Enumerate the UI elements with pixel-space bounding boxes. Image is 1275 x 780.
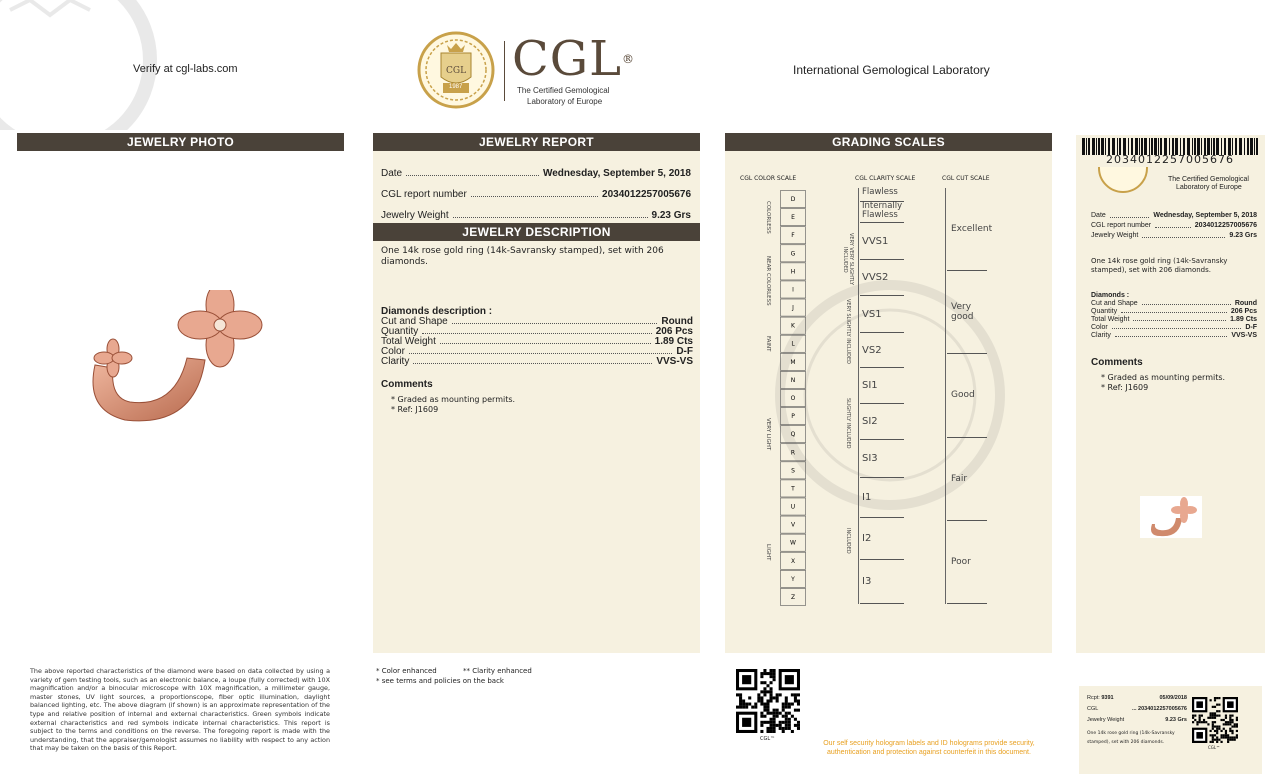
clarity-grade: SI3 xyxy=(860,440,904,478)
clarity-group-label: SLIGHTLY INCLUDED xyxy=(845,397,851,449)
color-group-label: COLORLESS xyxy=(765,200,771,234)
verify-text: Verify at cgl-labs.com xyxy=(133,63,238,75)
color-grade: L xyxy=(791,340,795,348)
clarity-grade: I2 xyxy=(860,518,904,560)
cut-grade: Fair xyxy=(947,438,987,521)
report-fields xyxy=(381,158,691,221)
qr-caption: CGL™ xyxy=(760,736,776,742)
clarity-grade: VVS2 xyxy=(860,260,904,296)
clarity-grade: SI2 xyxy=(860,404,904,440)
receipt-qr-code xyxy=(1192,697,1238,743)
color-grade: K xyxy=(791,322,795,330)
number-label: CGL report number xyxy=(381,189,467,200)
card-jewelry-photo xyxy=(1140,496,1202,538)
clarity-groups xyxy=(840,188,856,604)
cut-grade: Good xyxy=(947,354,987,437)
number-row xyxy=(381,179,691,200)
clarity-grade: I3 xyxy=(860,560,904,604)
color-grade: F xyxy=(791,232,795,240)
cut-grade: Very good xyxy=(947,271,987,354)
color-grade: M xyxy=(790,358,796,366)
color-grade: T xyxy=(791,485,795,493)
color-enhanced-note: * Color enhanced xyxy=(376,667,437,675)
diamonds-block xyxy=(381,307,693,367)
color-grade: Z xyxy=(790,593,796,601)
color-grade: J xyxy=(792,304,794,312)
cut-scale xyxy=(945,188,993,604)
photo-header: JEWELRY PHOTO xyxy=(17,133,344,151)
color-grade: S xyxy=(791,467,795,475)
card-subtitle-2: Laboratory of Europe xyxy=(1176,184,1242,191)
diamonds-title: Diamonds description : xyxy=(381,306,493,317)
color-grade: Q xyxy=(790,431,796,439)
card-description: One 14k rose gold ring (14k-Savransky stamped), set with 206 diamonds. xyxy=(1091,257,1228,274)
weight-label: Jewelry Weight xyxy=(381,210,449,221)
color-grade: P xyxy=(791,413,795,421)
color-grade: Y xyxy=(791,575,795,583)
color-group-label: VERY LIGHT xyxy=(765,418,771,451)
clarity-group-label: VERY SLIGHTLY INCLUDED xyxy=(845,299,851,365)
receipt-qr-caption: CGL™ xyxy=(1208,745,1221,750)
brand-name: CGL® xyxy=(512,31,635,87)
card-diamonds: Diamonds : Cut and Shape Round Quantity 206 Pcs Total Weight 1.89 Cts Color D-F Clarity VVS-VS xyxy=(1091,292,1257,339)
clarity-enhanced-note: ** Clarity enhanced xyxy=(463,667,532,675)
clarity-grade: SI1 xyxy=(860,368,904,404)
comment-line: * Graded as mounting permits. xyxy=(391,395,516,404)
color-grade: D xyxy=(790,196,796,204)
card-fields: Date Wednesday, September 5, 2018 CGL report number 2034012257005676 Jewelry Weight 9.23 Grs xyxy=(1091,212,1257,239)
number-value: 2034012257005676 xyxy=(602,189,691,200)
date-value: Wednesday, September 5, 2018 xyxy=(542,168,691,179)
clarity-scale xyxy=(858,188,904,604)
clarity-group-label: INCLUDED xyxy=(845,528,851,554)
color-scale-title: CGL COLOR SCALE xyxy=(740,175,797,182)
color-grade: E xyxy=(791,214,795,222)
color-grade: V xyxy=(790,521,796,529)
clarity-grade: VS1 xyxy=(860,296,904,333)
security-note: Our self security hologram labels and ID holograms provide security, authentication and protection against counterfeit in this document. xyxy=(823,740,1035,756)
color-grade: N xyxy=(790,376,796,384)
weight-value: 9.23 Grs xyxy=(651,210,691,221)
seal-year: 1987 xyxy=(449,84,463,90)
logo-divider xyxy=(504,41,505,101)
card-seal-icon xyxy=(1096,167,1150,195)
color-grade: G xyxy=(790,250,796,258)
color-grade: X xyxy=(790,557,796,565)
clarity-grade: VVS1 xyxy=(860,223,904,260)
comment-line: * Ref: J1609 xyxy=(391,405,439,414)
jewelry-photo xyxy=(75,290,285,430)
clarity-grade: I1 xyxy=(860,478,904,518)
lab-name: International Gemological Laboratory xyxy=(793,63,990,77)
clarity-grade: VS2 xyxy=(860,333,904,368)
color-grade: O xyxy=(790,395,796,402)
clarity-grade: Flawless xyxy=(860,188,904,202)
diamond-row: Clarity VVS-VS xyxy=(381,356,693,367)
report-header: JEWELRY REPORT xyxy=(373,133,700,151)
clarity-grade: Internally Flawless xyxy=(860,202,904,223)
comments-title: Comments xyxy=(381,379,433,390)
brand-subtitle-2: Laboratory of Europe xyxy=(527,97,603,106)
receipt-fields: Rcpt: 9391 05/09/2018 CGL ... 2034012257005676 Jewelry Weight 9.23 Grs xyxy=(1087,695,1187,723)
color-grade: R xyxy=(790,449,796,457)
brand-subtitle-1: The Certified Gemological xyxy=(517,86,610,95)
qr-code xyxy=(736,669,800,733)
jewelry-description: One 14k rose gold ring (14k-Savransky stamped), set with 206 diamonds. xyxy=(381,246,664,267)
card-comments-title: Comments xyxy=(1091,357,1143,368)
diamond-row: Total Weight 1.89 Cts xyxy=(381,336,693,347)
card-comment: * Graded as mounting permits. xyxy=(1101,373,1226,382)
color-grade: H xyxy=(790,268,796,276)
diamond-row: Cut and Shape Round xyxy=(381,316,693,327)
seal-label: CGL xyxy=(446,66,467,76)
date-row xyxy=(381,158,691,179)
clarity-group-label: VERY VERY SLIGHTLY INCLUDED xyxy=(842,233,854,286)
color-group-label: LIGHT xyxy=(765,543,771,560)
scales-header: GRADING SCALES xyxy=(725,133,1052,151)
color-group-label: NEAR COLORLESS xyxy=(765,255,771,306)
diamond-row: Color D-F xyxy=(381,346,693,357)
clarity-scale-title: CGL CLARITY SCALE xyxy=(855,175,916,182)
cut-grade: Excellent xyxy=(947,188,987,271)
color-groups xyxy=(758,190,778,606)
card-comment: * Ref: J1609 xyxy=(1101,383,1149,392)
cut-grade: Poor xyxy=(947,521,987,604)
card-subtitle-1: The Certified Gemological xyxy=(1168,176,1249,183)
color-scale xyxy=(780,190,806,606)
weight-row xyxy=(381,200,691,221)
cut-scale-title: CGL CUT SCALE xyxy=(942,175,990,182)
description-header: JEWELRY DESCRIPTION xyxy=(373,223,700,241)
disclaimer: The above reported characteristics of the diamond were based on data collected by using a variety of gem testing tools, such as an electronic balance, a loupe (fully corrected) with 10X magnification and/or a binocular microscope with 10X magnification, a millimeter gauge, master stones, UV light sources, a proportionscope, fiber optic illumination, daylight balanced lighting, etc. The above diagram (if shown) is an approximate representation of the type and relative position of internal and external characteristics. Green symbols indicate external characteristics and red symbols indicate internal characteristics. This report is subject to the terms and conditions on the reverse. The foregoing report is made with the understanding, that the appraiser/gemologist assumes no liability with respect to any action that may be taken on the basis of this Report. xyxy=(30,667,330,753)
brand-logo xyxy=(417,31,635,111)
diamond-row: Quantity 206 Pcs xyxy=(381,326,693,337)
barcode-number: 2034012257005676 xyxy=(1106,153,1234,166)
color-grade: U xyxy=(790,503,796,511)
receipt-description: One 14k rose gold ring (14k-Savransky stamped), set with 206 diamonds. xyxy=(1087,731,1175,745)
color-group-label: FAINT xyxy=(765,335,771,352)
terms-note: * see terms and policies on the back xyxy=(376,677,504,685)
date-label: Date xyxy=(381,168,403,179)
color-grade: I xyxy=(792,286,794,294)
color-grade: W xyxy=(790,539,796,547)
